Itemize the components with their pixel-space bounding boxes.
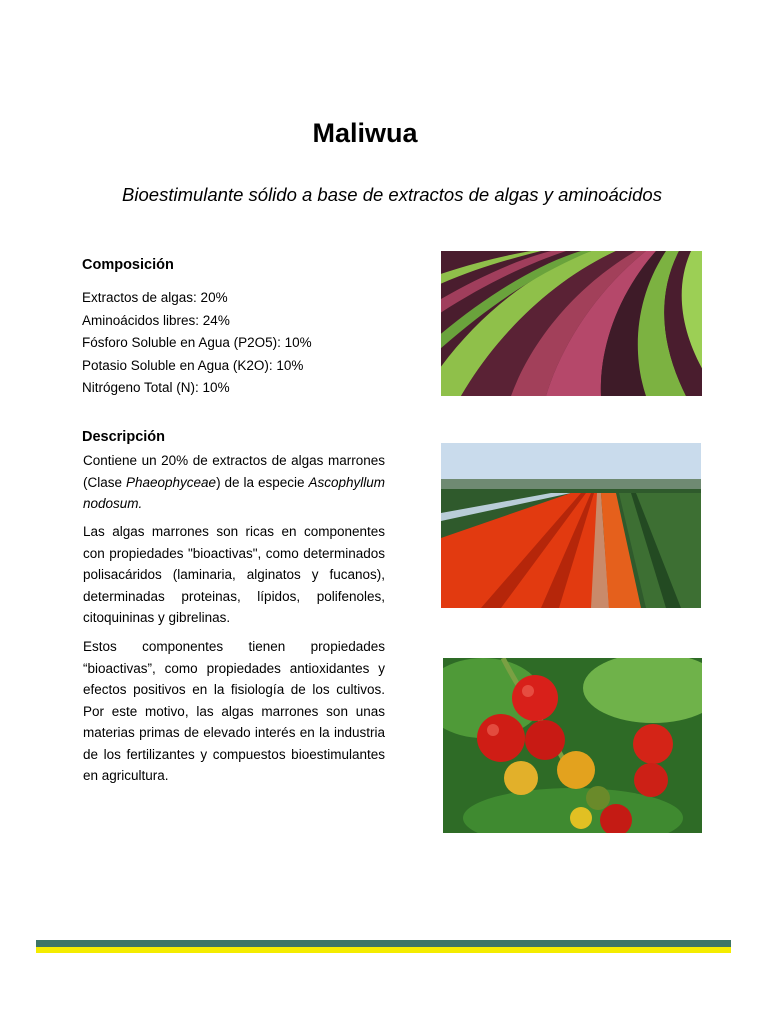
composition-item: Potasio Soluble en Agua (K2O): 10% <box>82 357 304 373</box>
tulip-field-photo <box>441 443 701 608</box>
tomato-plant-photo <box>443 658 702 833</box>
footer-stripe-yellow <box>36 947 731 953</box>
footer-stripe-green <box>36 940 731 947</box>
description-species-name: Ascophyllum nodosum. <box>83 474 385 511</box>
description-paragraph-1 <box>83 450 385 515</box>
document-title: Maliwua <box>312 118 418 148</box>
composition-item: Extractos de algas: 20% <box>82 290 228 305</box>
composition-item: Nitrógeno Total (N): 10% <box>82 380 230 395</box>
description-text: ) de la especie <box>216 474 309 490</box>
lettuce-field-photo <box>441 251 702 396</box>
document-subtitle: Bioestimulante sólido a base de extractos de algas y aminoácidos <box>122 184 662 205</box>
description-class-name: Phaeophyceae <box>125 474 217 490</box>
composition-list <box>82 287 312 400</box>
composition-item: Fósforo Soluble en Agua (P2O5): 10% <box>82 335 312 350</box>
description-heading: Descripción <box>82 429 165 445</box>
description-text: Contiene un 20% de extractos de algas marrones (Clase <box>83 453 385 490</box>
composition-item: Aminoácidos libres: 24% <box>82 312 230 328</box>
description-paragraph-2: Las algas marrones son ricas en componentes con propiedades "bioactivas", como determinados polisacáridos (laminaria, alginatos y fucanos), determinadas proteinas, lípidos, polifenoles, citoquininas y gibrelinas. <box>83 524 385 625</box>
description-paragraph-3: Estos componentes tienen propiedades “bioactivas”, como propiedades antioxidantes y efectos positivos en la fisiología de los cultivos. Por este motivo, las algas marrones son unas materias primas de elevado interés en la industria de los fertilizantes y compuestos bioestimulantes en agricultura. <box>83 639 385 783</box>
composition-heading: Composición <box>82 257 174 273</box>
